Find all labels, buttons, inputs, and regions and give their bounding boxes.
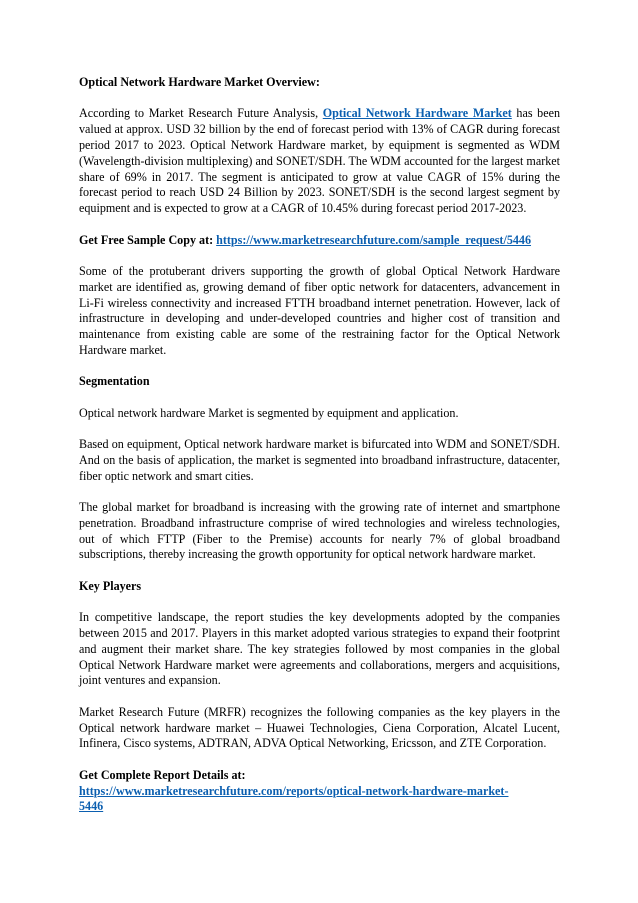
drivers-paragraph: Some of the protuberant drivers supporting the growth of global Optical Network Hardware market are identified as, growing demand of fiber optic network for datacenters, advancement in Li-Fi wireless connectivity and increased FTTH broadband internet penetration. However, lack of infrastructure in developing and under-developed countries and higher cost of transition and maintenance from existing cable are some of the restraining factor for the Optical Network Hardware market. (79, 263, 560, 357)
sample-request-link[interactable]: https://www.marketresearchfuture.com/sample_request/5446 (216, 232, 532, 247)
overview-heading-text: Optical Network Hardware Market Overview: (79, 75, 320, 89)
document-page (79, 75, 560, 815)
overview-paragraph (79, 106, 560, 217)
overview-text-before: According to Market Research Future Analysis, (79, 106, 323, 121)
key-players-paragraph-2: Market Research Future (MRFR) recognizes the following companies as the key players in the Optical network hardware market – Huawei Technologies, Ciena Corporation, Alcatel Lucent, Infinera, Cisco systems, ADTRAN, ADVA Optical Networking, Ericsson, and ZTE Corporation. (79, 704, 560, 751)
overview-heading (79, 75, 560, 91)
report-link-line (79, 784, 560, 816)
segmentation-paragraph-2: Based on equipment, Optical network hardware market is bifurcated into WDM and SONET/SDH. And on the basis of application, the market is segmented into broadband infrastructure, datacenter, fiber optic network and smart cities. (79, 437, 560, 483)
segmentation-heading (79, 374, 560, 390)
overview-text-after: has been valued at approx. USD 32 billion by the end of forecast period with 13% of CAGR during forecast period 2017 to 2023. Optical Network Hardware market, by equipment is segmented as WDM (Wavelength-division multiplexing) and SONET/SDH. The WDM accounted for the largest market share of 69% in 2017. The segment is anticipated to grow at value CAGR of 15% during the forecast period to reach USD 24 Billion by 2023. SONET/SDH is the second largest segment by equipment and is expected to grow at a CAGR of 10.45% during forecast period 2017-2023. (79, 106, 561, 216)
segmentation-heading-text: Segmentation (79, 374, 150, 389)
market-link[interactable]: Optical Network Hardware Market (322, 106, 512, 121)
report-label: Get Complete Report Details at: (79, 767, 246, 782)
report-link-part-1: https://www.marketresearchfuture.com/reports/optical-network-hardware-market- (79, 783, 509, 798)
segmentation-paragraph-1: Optical network hardware Market is segmented by equipment and application. (79, 405, 459, 420)
key-players-heading-text: Key Players (79, 578, 142, 593)
report-link[interactable] (79, 784, 508, 814)
segmentation-paragraph-3: The global market for broadband is increasing with the growing rate of internet and smartphone penetration. Broadband infrastructure comprise of wired technologies and wireless technologies, out of which FTTP (Fiber to the Premise) accounts for nearly 7% of global broadband subscriptions, thereby increasing the growth opportunity for optical network hardware market. (79, 500, 560, 562)
report-link-part-2: 5446 (79, 799, 104, 814)
key-players-heading (79, 579, 560, 595)
sample-copy-line (79, 233, 560, 249)
sample-copy-label: Get Free Sample Copy at: (79, 232, 217, 247)
report-label-line (79, 768, 560, 784)
key-players-paragraph-1: In competitive landscape, the report studies the key developments adopted by the companies between 2015 and 2017. Players in this market adopted various strategies to expand their footprint and augment their market share. The key strategies followed by most companies in the global Optical Network Hardware market were agreements and collaborations, mergers and acquisitions, joint ventures and expansion. (79, 610, 560, 688)
